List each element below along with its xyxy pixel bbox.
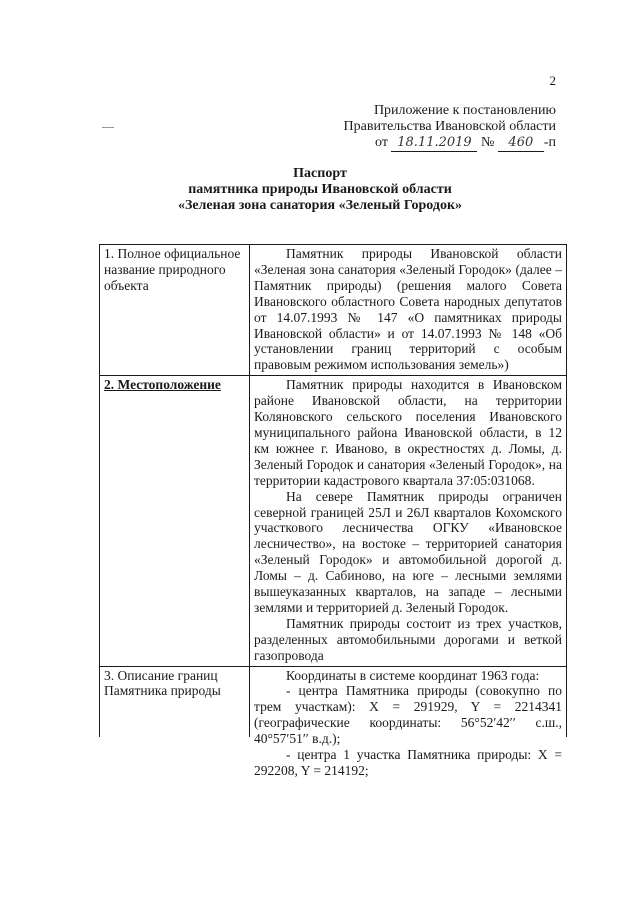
appendix-header [300,103,556,152]
table-row [100,376,567,666]
title-line-2: памятника природы Ивановской области [188,182,452,197]
number-sign: № [480,135,495,150]
document-title [0,166,640,214]
table-row [100,666,567,737]
row-content [250,666,567,778]
appendix-date-line [300,135,556,152]
from-label: от [375,135,388,150]
paragraph: - центра Памятника природы (совокупно по трем участкам): X = 291929, Y = 2214341 (географические координаты: 56°52′42′′ с.ш., 40°57′51′′ в.д.); [254,683,562,747]
row-label: 2. Местоположение [100,376,250,666]
scan-mark [102,127,114,128]
row-content [250,245,567,376]
appendix-line-2: Правительства Ивановской области [343,119,556,134]
paragraph: Памятник природы состоит из трех участков, разделенных автомобильными дорогами и веткой газопровода [254,615,562,663]
paragraph: Координаты в системе координат 1963 года: [286,667,540,683]
number-suffix: -п [543,135,556,150]
paragraphs-clip [254,667,562,778]
handwritten-date: 18.11.2019 [391,135,477,152]
title-line-3: «Зеленая зона санатория «Зеленый Городок» [177,198,463,213]
paragraph: - центра 1 участка Памятника природы: X = 292208, Y = 214192; [254,747,562,778]
table-row [100,245,567,376]
handwritten-number: 460 [498,135,544,152]
title-line-1: Паспорт [293,166,347,181]
row-content [250,376,567,666]
row-label: 1. Полное официальное название природного объекта [100,245,250,376]
paragraph: На севере Памятник природы ограничен северной границей 25Л и 26Л кварталов Кохомского участкового лесничества ОГКУ «Ивановское лесничество», на востоке – территорией санатория «Зеленый Городок» и автомобильной дорогой д. Ломы – д. Сабиново, на юге – лесными землями вышеуказанных кварталов, на западе – лесными землями и территорией д. Зеленый Городок. [254,488,562,615]
appendix-line-1: Приложение к постановлению [373,103,556,118]
page-number: 2 [549,73,556,88]
paragraph: Памятник природы находится в Ивановском районе Ивановской области, на территории Коляновского сельского поселения Ивановского муниципального района Ивановской области, в 12 км южнее г. Иваново, в окрестностях д. Ломы, д. Зеленый Городок и санатория «Зеленый Городок», на территории кадастрового квартала 37:05:031068. [254,377,562,488]
passport-table [99,244,567,778]
paragraph: Памятник природы Ивановской области «Зеленая зона санатория «Зеленый Городок» (далее – Памятник природы) (решения малого Совета Ивановского областного Совета народных депутатов от 14.07.1993 № 147 «О памятниках природы Ивановской области» и от 14.07.1993 № 148 «Об установлении границ территорий с особым правовым режимом использования земель») [254,246,562,373]
row-label: 3. Описание границ Памятника природы [100,666,250,737]
